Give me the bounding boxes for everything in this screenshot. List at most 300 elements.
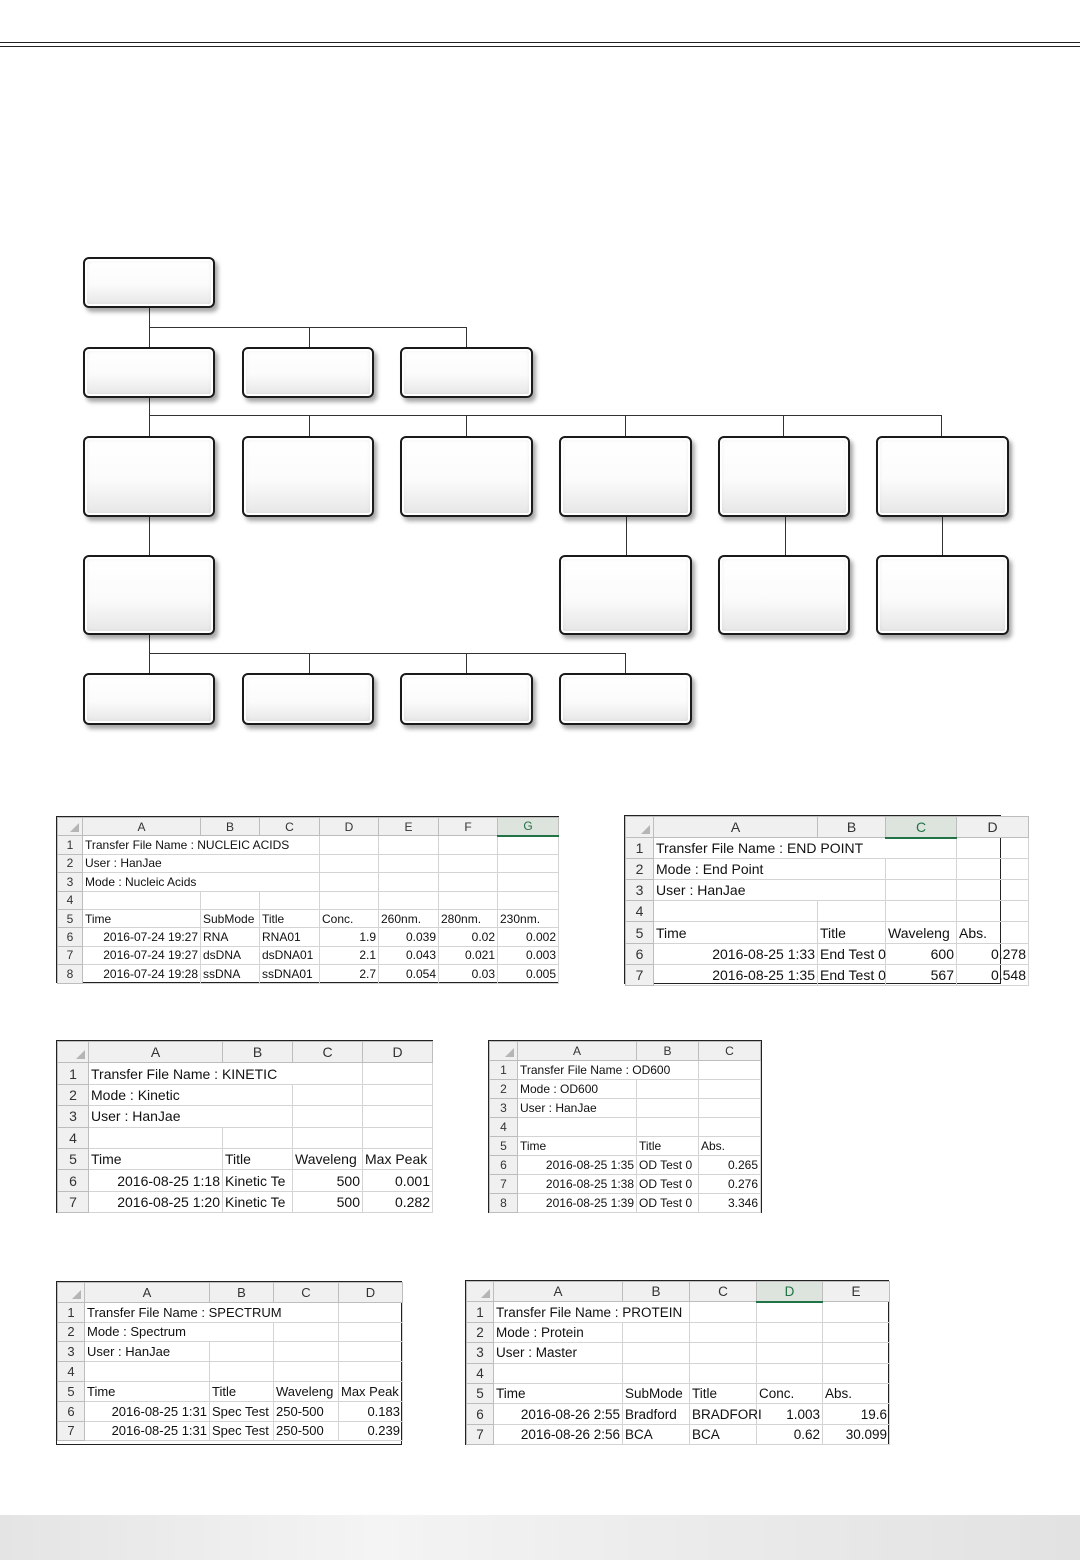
tree-node-level2 xyxy=(400,436,533,517)
sheet-row xyxy=(58,1127,433,1148)
sheet-cell[interactable] xyxy=(379,873,439,891)
column-header[interactable]: A xyxy=(654,817,818,838)
sheet-cell[interactable] xyxy=(699,1061,761,1080)
sheet-cell[interactable] xyxy=(260,891,320,909)
sheet-cell[interactable] xyxy=(339,1322,403,1342)
sheet-cell[interactable]: User : HanJae xyxy=(518,1099,637,1118)
row-header[interactable]: 1 xyxy=(467,1302,494,1322)
sheet-cell[interactable]: Max Peak xyxy=(363,1148,433,1169)
sheet-cell[interactable]: 0.276 xyxy=(699,1175,761,1194)
sheet-cell[interactable]: 0.62 xyxy=(757,1424,823,1444)
tree-connector xyxy=(149,516,150,555)
sheet-row xyxy=(58,873,559,891)
sheet-cell[interactable]: 2016-08-25 1:38 xyxy=(518,1175,637,1194)
tree-node-level2 xyxy=(242,436,374,517)
column-header[interactable]: A xyxy=(518,1042,637,1061)
sheet-cell[interactable]: End Test 0 xyxy=(818,964,886,985)
sheet-cell[interactable]: 2.7 xyxy=(320,965,379,983)
sheet-cell[interactable]: Time xyxy=(654,922,818,943)
row-header[interactable]: 1 xyxy=(490,1061,518,1080)
sheet-cell[interactable]: 2016-08-25 1:33 xyxy=(654,943,818,964)
sheet-cell[interactable] xyxy=(320,836,379,854)
sheet-cell[interactable] xyxy=(654,901,818,922)
row-header[interactable]: 4 xyxy=(467,1363,494,1383)
sheet-cell[interactable]: 0.043 xyxy=(379,946,439,964)
sheet-row xyxy=(467,1424,890,1444)
column-header[interactable]: C xyxy=(260,818,320,836)
sheet-cell[interactable] xyxy=(823,1343,890,1363)
sheet-cell[interactable] xyxy=(699,1118,761,1137)
column-header[interactable]: D xyxy=(320,818,379,836)
sheet-cell[interactable]: 0.054 xyxy=(379,965,439,983)
sheet-cell[interactable]: 0.005 xyxy=(498,965,559,983)
sheet-cell[interactable]: User : HanJae xyxy=(654,880,886,901)
sheet-cell[interactable]: 600 xyxy=(886,943,957,964)
tree-node-level1 xyxy=(83,347,215,398)
sheet-cell[interactable] xyxy=(690,1363,757,1383)
sheet-cell[interactable]: 30.099 xyxy=(823,1424,890,1444)
sheet-cell[interactable] xyxy=(293,1106,363,1127)
tree-node-level2 xyxy=(876,436,1009,517)
column-header[interactable]: B xyxy=(210,1283,274,1303)
tree-connector xyxy=(785,516,786,555)
column-header[interactable]: B xyxy=(637,1042,699,1061)
sheet-row xyxy=(490,1137,761,1156)
sheet-cell[interactable]: Title xyxy=(223,1148,293,1169)
column-header[interactable]: B xyxy=(623,1282,690,1302)
sheet-cell[interactable]: 0.265 xyxy=(699,1156,761,1175)
sheet-cell[interactable] xyxy=(690,1343,757,1363)
row-header[interactable]: 5 xyxy=(58,1148,89,1169)
sheet-cell[interactable] xyxy=(439,873,498,891)
sheet-cell[interactable]: Spec Test xyxy=(210,1401,274,1421)
sheet-row xyxy=(58,836,559,854)
sheet-cell[interactable] xyxy=(83,891,201,909)
sheet-cell[interactable] xyxy=(320,854,379,872)
sheet-cell[interactable]: End Test 0 xyxy=(818,943,886,964)
sheet-cell[interactable]: 1.9 xyxy=(320,928,379,946)
select-all-corner[interactable] xyxy=(490,1042,518,1061)
sheet-cell[interactable]: BRADFORI xyxy=(690,1404,757,1424)
sheet-cell[interactable]: 2016-08-26 2:55 xyxy=(494,1404,623,1424)
sheet-cell[interactable]: 250-500 xyxy=(274,1401,339,1421)
sheet-cell[interactable]: 0.183 xyxy=(339,1401,403,1421)
sheet-cell[interactable] xyxy=(89,1127,223,1148)
sheet-cell[interactable]: 2.1 xyxy=(320,946,379,964)
sheet-cell[interactable]: 0.003 xyxy=(498,946,559,964)
sheet-cell[interactable] xyxy=(757,1343,823,1363)
sheet-cell[interactable]: User : HanJae xyxy=(83,854,320,872)
sheet-cell[interactable]: Mode : Nucleic Acids xyxy=(83,873,320,891)
sheet-cell[interactable]: User : Master xyxy=(494,1343,623,1363)
column-header[interactable]: A xyxy=(83,818,201,836)
sheet-cell[interactable] xyxy=(439,854,498,872)
row-header[interactable]: 5 xyxy=(490,1137,518,1156)
sheet-cell[interactable]: 250-500 xyxy=(274,1421,339,1441)
sheet-cell[interactable]: 2016-08-25 1:35 xyxy=(518,1156,637,1175)
sheet-cell[interactable] xyxy=(690,1302,757,1322)
row-header[interactable]: 7 xyxy=(58,946,83,964)
row-header[interactable]: 6 xyxy=(626,943,654,964)
sheet-cell[interactable]: 0.039 xyxy=(379,928,439,946)
sheet-cell[interactable] xyxy=(757,1302,823,1322)
row-header[interactable]: 2 xyxy=(626,859,654,880)
tree-node-level2 xyxy=(718,436,850,517)
row-header[interactable]: 5 xyxy=(58,1381,85,1401)
column-header-row xyxy=(58,1283,403,1303)
sheet-cell[interactable]: Title xyxy=(690,1383,757,1403)
sheet-row xyxy=(58,965,559,983)
sheet-cell[interactable] xyxy=(498,836,559,854)
sheet-cell[interactable]: Mode : End Point xyxy=(654,859,886,880)
sheet-cell[interactable]: 0.548 xyxy=(957,964,1029,985)
column-header[interactable]: E xyxy=(379,818,439,836)
sheet-cell[interactable] xyxy=(363,1084,433,1105)
tree-connector xyxy=(149,327,467,328)
row-header[interactable]: 6 xyxy=(58,1170,89,1191)
sheet-cell[interactable] xyxy=(339,1302,403,1322)
tree-connector xyxy=(149,634,150,654)
sheet-cell[interactable]: 2016-07-24 19:27 xyxy=(83,928,201,946)
sheet-row xyxy=(58,928,559,946)
sheet-cell[interactable]: OD Test 0 xyxy=(637,1156,699,1175)
sheet-cell[interactable]: Abs. xyxy=(957,922,1029,943)
sheet-cell[interactable] xyxy=(293,1084,363,1105)
row-header[interactable]: 3 xyxy=(490,1099,518,1118)
sheet-cell[interactable]: Transfer File Name : OD600 xyxy=(518,1061,699,1080)
sheet-cell[interactable]: 2016-08-25 1:31 xyxy=(85,1401,210,1421)
sheet-cell[interactable] xyxy=(757,1363,823,1383)
row-header[interactable]: 1 xyxy=(58,1063,89,1084)
sheet-cell[interactable] xyxy=(274,1362,339,1382)
sheet-cell[interactable] xyxy=(274,1342,339,1362)
row-header[interactable]: 3 xyxy=(58,873,83,891)
sheet-cell[interactable]: RNA01 xyxy=(260,928,320,946)
row-header[interactable]: 4 xyxy=(626,901,654,922)
sheet-cell[interactable]: 500 xyxy=(293,1170,363,1191)
tree-connector xyxy=(149,653,150,673)
row-header[interactable]: 1 xyxy=(626,838,654,859)
sheet-cell[interactable]: 2016-08-25 1:20 xyxy=(89,1191,223,1212)
select-all-corner[interactable] xyxy=(626,817,654,838)
sheet-od600 xyxy=(488,1040,762,1213)
sheet-cell[interactable]: Time xyxy=(83,909,201,927)
row-header[interactable]: 4 xyxy=(58,1362,85,1382)
row-header[interactable]: 8 xyxy=(490,1194,518,1213)
sheet-row xyxy=(467,1404,890,1424)
column-header[interactable]: C xyxy=(274,1283,339,1303)
column-header[interactable]: A xyxy=(89,1042,223,1063)
sheet-cell[interactable]: Transfer File Name : NUCLEIC ACIDS xyxy=(83,836,320,854)
sheet-row xyxy=(490,1080,761,1099)
sheet-cell[interactable]: Spec Test xyxy=(210,1421,274,1441)
column-header[interactable]: D xyxy=(339,1283,403,1303)
sheet-cell[interactable]: 2016-08-25 1:39 xyxy=(518,1194,637,1213)
sheet-cell[interactable]: 0.239 xyxy=(339,1421,403,1441)
sheet-row xyxy=(490,1156,761,1175)
sheet-cell[interactable]: Time xyxy=(494,1383,623,1403)
footer-band xyxy=(0,1515,1080,1560)
sheet-cell[interactable] xyxy=(623,1343,690,1363)
sheet-cell[interactable] xyxy=(818,901,886,922)
sheet-cell[interactable] xyxy=(274,1322,339,1342)
sheet-cell[interactable]: 230nm. xyxy=(498,909,559,927)
sheet-cell[interactable]: 1.003 xyxy=(757,1404,823,1424)
sheet-cell[interactable]: Mode : Protein xyxy=(494,1322,623,1342)
sheet-row xyxy=(490,1175,761,1194)
sheet-cell[interactable] xyxy=(637,1099,699,1118)
tree-node-level2 xyxy=(559,436,692,517)
row-header[interactable]: 7 xyxy=(467,1424,494,1444)
sheet-cell[interactable]: Waveleng xyxy=(293,1148,363,1169)
row-header[interactable]: 3 xyxy=(626,880,654,901)
sheet-cell[interactable]: OD Test 0 xyxy=(637,1175,699,1194)
sheet-cell[interactable] xyxy=(363,1127,433,1148)
sheet-cell[interactable] xyxy=(223,1127,293,1148)
sheet-cell[interactable] xyxy=(85,1362,210,1382)
sheet-cell[interactable]: User : HanJae xyxy=(89,1106,293,1127)
sheet-cell[interactable] xyxy=(379,854,439,872)
sheet-cell[interactable]: Waveleng xyxy=(274,1381,339,1401)
row-header[interactable]: 2 xyxy=(58,1322,85,1342)
sheet-cell[interactable]: OD Test 0 xyxy=(637,1194,699,1213)
row-header[interactable]: 5 xyxy=(626,922,654,943)
sheet-cell[interactable]: 0.282 xyxy=(363,1191,433,1212)
row-header[interactable]: 3 xyxy=(58,1342,85,1362)
select-all-corner[interactable] xyxy=(467,1282,494,1302)
sheet-cell[interactable] xyxy=(757,1322,823,1342)
column-header[interactable]: B xyxy=(818,817,886,838)
sheet-cell[interactable] xyxy=(823,1302,890,1322)
sheet-cell[interactable] xyxy=(957,880,1029,901)
sheet-cell[interactable]: Title xyxy=(260,909,320,927)
row-header[interactable]: 4 xyxy=(490,1118,518,1137)
sheet-cell[interactable]: Mode : Spectrum xyxy=(85,1322,274,1342)
sheet-cell[interactable] xyxy=(498,854,559,872)
sheet-cell[interactable] xyxy=(363,1106,433,1127)
sheet-cell[interactable]: Conc. xyxy=(757,1383,823,1403)
select-all-corner[interactable] xyxy=(58,1283,85,1303)
row-header[interactable]: 1 xyxy=(58,1302,85,1322)
sheet-cell[interactable]: Time xyxy=(518,1137,637,1156)
row-header[interactable]: 7 xyxy=(626,964,654,985)
row-header[interactable]: 2 xyxy=(490,1080,518,1099)
sheet-cell[interactable]: 2016-08-25 1:18 xyxy=(89,1170,223,1191)
sheet-cell[interactable]: ssDNA01 xyxy=(260,965,320,983)
sheet-cell[interactable] xyxy=(637,1080,699,1099)
column-header[interactable]: E xyxy=(823,1282,890,1302)
sheet-cell[interactable] xyxy=(379,891,439,909)
row-header[interactable]: 7 xyxy=(58,1191,89,1212)
sheet-cell[interactable]: 2016-08-26 2:56 xyxy=(494,1424,623,1444)
row-header[interactable]: 7 xyxy=(58,1421,85,1441)
row-header[interactable]: 6 xyxy=(490,1156,518,1175)
sheet-cell[interactable] xyxy=(320,873,379,891)
sheet-cell[interactable] xyxy=(957,901,1029,922)
sheet-cell[interactable] xyxy=(957,838,1029,859)
sheet-cell[interactable]: Title xyxy=(210,1381,274,1401)
tree-connector xyxy=(466,415,467,436)
sheet-spectrum xyxy=(56,1281,402,1445)
sheet-cell[interactable]: 260nm. xyxy=(379,909,439,927)
row-header[interactable]: 3 xyxy=(58,1106,89,1127)
sheet-cell[interactable]: Bradford xyxy=(623,1404,690,1424)
sheet-kinetic xyxy=(56,1040,433,1213)
sheet-cell[interactable]: Transfer File Name : PROTEIN xyxy=(494,1302,690,1322)
sheet-cell[interactable]: 19.6 xyxy=(823,1404,890,1424)
sheet-cell[interactable]: SubMode xyxy=(201,909,260,927)
sheet-cell[interactable]: 2016-08-25 1:35 xyxy=(654,964,818,985)
sheet-cell[interactable]: Abs. xyxy=(823,1383,890,1403)
sheet-cell[interactable] xyxy=(439,836,498,854)
sheet-cell[interactable]: BCA xyxy=(690,1424,757,1444)
sheet-cell[interactable] xyxy=(379,836,439,854)
sheet-cell[interactable]: User : HanJae xyxy=(85,1342,210,1362)
column-header[interactable]: C xyxy=(699,1042,761,1061)
sheet-cell[interactable] xyxy=(823,1322,890,1342)
sheet-cell[interactable]: Transfer File Name : KINETIC xyxy=(89,1063,363,1084)
column-header[interactable]: D xyxy=(957,817,1029,838)
sheet-cell[interactable]: dsDNA xyxy=(201,946,260,964)
sheet-cell[interactable] xyxy=(699,1080,761,1099)
sheet-cell[interactable]: 2016-08-25 1:31 xyxy=(85,1421,210,1441)
column-header[interactable]: D xyxy=(757,1282,823,1302)
column-header[interactable]: C xyxy=(886,817,957,838)
sheet-cell[interactable] xyxy=(363,1063,433,1084)
select-all-corner[interactable] xyxy=(58,1042,89,1063)
sheet-cell[interactable]: 0.021 xyxy=(439,946,498,964)
sheet-cell[interactable] xyxy=(320,891,379,909)
row-header[interactable]: 6 xyxy=(58,1401,85,1421)
row-header[interactable]: 7 xyxy=(490,1175,518,1194)
sheet-cell[interactable]: Title xyxy=(818,922,886,943)
column-header[interactable]: F xyxy=(439,818,498,836)
sheet-row xyxy=(58,1342,403,1362)
row-header[interactable]: 4 xyxy=(58,891,83,909)
sheet-cell[interactable]: Kinetic Te xyxy=(223,1191,293,1212)
sheet-cell[interactable]: Waveleng xyxy=(886,922,957,943)
sheet-cell[interactable]: 280nm. xyxy=(439,909,498,927)
sheet-cell[interactable]: Conc. xyxy=(320,909,379,927)
column-header[interactable]: C xyxy=(690,1282,757,1302)
sheet-cell[interactable] xyxy=(823,1363,890,1383)
sheet-row xyxy=(58,1063,433,1084)
sheet-cell[interactable]: Title xyxy=(637,1137,699,1156)
tree-node-level3 xyxy=(876,555,1009,635)
column-header[interactable]: A xyxy=(494,1282,623,1302)
column-header[interactable]: B xyxy=(201,818,260,836)
sheet-cell[interactable] xyxy=(699,1099,761,1118)
sheet-row xyxy=(467,1302,890,1322)
sheet-cell[interactable] xyxy=(201,891,260,909)
row-header[interactable]: 2 xyxy=(58,854,83,872)
column-header[interactable]: A xyxy=(85,1283,210,1303)
row-header[interactable]: 8 xyxy=(58,965,83,983)
column-header[interactable]: G xyxy=(498,818,559,836)
row-header[interactable]: 6 xyxy=(58,928,83,946)
sheet-cell[interactable]: BCA xyxy=(623,1424,690,1444)
select-all-corner[interactable] xyxy=(58,818,83,836)
sheet-cell[interactable]: Time xyxy=(89,1148,223,1169)
sheet-cell[interactable] xyxy=(886,880,957,901)
sheet-cell[interactable]: 0.002 xyxy=(498,928,559,946)
sheet-cell[interactable] xyxy=(439,891,498,909)
sheet-cell[interactable]: 0.278 xyxy=(957,943,1029,964)
sheet-row xyxy=(467,1383,890,1403)
tree-connector xyxy=(309,415,310,436)
column-header[interactable]: B xyxy=(223,1042,293,1063)
sheet-row xyxy=(58,1191,433,1212)
sheet-cell[interactable]: SubMode xyxy=(623,1383,690,1403)
sheet-cell[interactable]: 3.346 xyxy=(699,1194,761,1213)
sheet-row xyxy=(626,901,1029,922)
sheet-cell[interactable]: ssDNA xyxy=(201,965,260,983)
sheet-cell[interactable] xyxy=(339,1362,403,1382)
row-header[interactable]: 3 xyxy=(467,1343,494,1363)
sheet-cell[interactable]: 0.001 xyxy=(363,1170,433,1191)
sheet-cell[interactable]: Time xyxy=(85,1381,210,1401)
row-header[interactable]: 1 xyxy=(58,836,83,854)
sheet-cell[interactable] xyxy=(886,859,957,880)
sheet-cell[interactable]: Mode : OD600 xyxy=(518,1080,637,1099)
row-header[interactable]: 6 xyxy=(467,1404,494,1424)
sheet-cell[interactable] xyxy=(498,891,559,909)
sheet-cell[interactable] xyxy=(623,1363,690,1383)
sheet-cell[interactable] xyxy=(339,1342,403,1362)
sheet-cell[interactable] xyxy=(623,1322,690,1342)
sheet-row xyxy=(58,1362,403,1382)
column-header[interactable]: C xyxy=(293,1042,363,1063)
sheet-row xyxy=(467,1363,890,1383)
sheet-cell[interactable]: dsDNA01 xyxy=(260,946,320,964)
sheet-cell[interactable]: Abs. xyxy=(699,1137,761,1156)
sheet-cell[interactable] xyxy=(637,1118,699,1137)
sheet-nucleic-acids xyxy=(56,816,559,983)
sheet-row xyxy=(467,1322,890,1342)
sheet-cell[interactable] xyxy=(518,1118,637,1137)
sheet-cell[interactable]: RNA xyxy=(201,928,260,946)
row-header[interactable]: 2 xyxy=(467,1322,494,1342)
sheet-cell[interactable]: Kinetic Te xyxy=(223,1170,293,1191)
sheet-cell[interactable]: 567 xyxy=(886,964,957,985)
sheet-cell[interactable]: Transfer File Name : END POINT xyxy=(654,838,957,859)
row-header[interactable]: 4 xyxy=(58,1127,89,1148)
sheet-cell[interactable]: 0.02 xyxy=(439,928,498,946)
sheet-cell[interactable]: Mode : Kinetic xyxy=(89,1084,293,1105)
sheet-cell[interactable] xyxy=(498,873,559,891)
column-header[interactable]: D xyxy=(363,1042,433,1063)
sheet-cell[interactable]: Transfer File Name : SPECTRUM xyxy=(85,1302,339,1322)
tree-node-level3 xyxy=(559,555,692,635)
row-header[interactable]: 5 xyxy=(467,1383,494,1403)
sheet-cell[interactable]: Max Peak xyxy=(339,1381,403,1401)
sheet-cell[interactable] xyxy=(293,1127,363,1148)
sheet-cell[interactable] xyxy=(957,859,1029,880)
row-header[interactable]: 5 xyxy=(58,909,83,927)
sheet-cell[interactable] xyxy=(494,1363,623,1383)
sheet-cell[interactable] xyxy=(210,1362,274,1382)
sheet-cell[interactable]: 2016-07-24 19:27 xyxy=(83,946,201,964)
sheet-cell[interactable] xyxy=(886,901,957,922)
sheet-cell[interactable]: 0.03 xyxy=(439,965,498,983)
sheet-cell[interactable]: 500 xyxy=(293,1191,363,1212)
sheet-cell[interactable] xyxy=(690,1322,757,1342)
sheet-cell[interactable] xyxy=(210,1342,274,1362)
tree-connector xyxy=(309,327,310,347)
sheet-cell[interactable]: 2016-07-24 19:28 xyxy=(83,965,201,983)
sheet-row xyxy=(58,854,559,872)
row-header[interactable]: 2 xyxy=(58,1084,89,1105)
